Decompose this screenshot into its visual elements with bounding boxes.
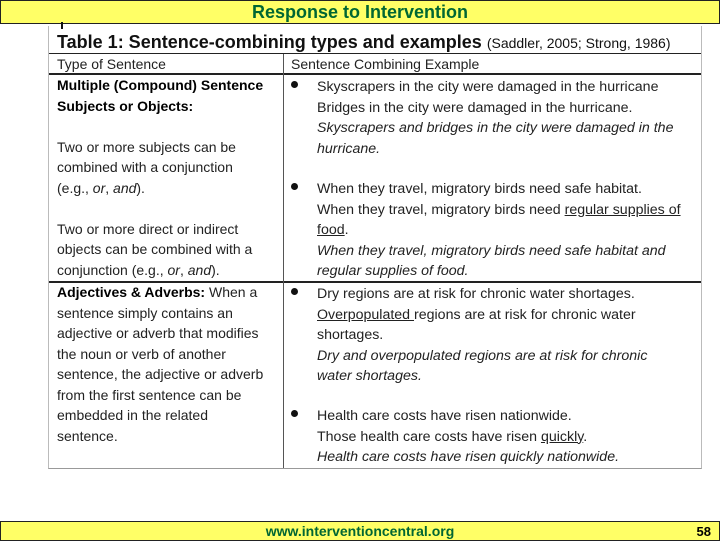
row1-heading-2: Subjects or Objects: <box>57 97 194 114</box>
combined-sentence-line: Skyscrapers and bridges in the city were damaged in the <box>317 120 674 136</box>
column-header-type: Type of Sentence <box>57 56 166 72</box>
row2-desc-line7: embedded in the related <box>57 407 208 423</box>
sentence-line: Health care costs have risen nationwide. <box>317 408 572 424</box>
slide-header <box>0 0 720 24</box>
table-title <box>57 32 671 53</box>
row2-desc-line3: adjective or adverb that modifies <box>57 325 259 341</box>
page-number: 58 <box>696 524 711 539</box>
sentence-line: Overpopulated regions are at risk for chronic water <box>317 306 636 323</box>
row2-desc-line5: sentence, the adjective or adverb <box>57 366 264 382</box>
row1-desc-b-line1: Two or more direct or indirect <box>57 220 239 237</box>
table-top-rule <box>49 53 701 54</box>
row1-desc-a-line2: combined with a conjunction <box>57 159 233 175</box>
combined-sentence-line: When they travel, migratory birds need safe habitat and <box>317 242 666 259</box>
sentence-line: Those health care costs have risen quickly. <box>317 428 588 445</box>
row1-heading-1: Multiple (Compound) Sentence <box>57 77 264 93</box>
row1-desc-a-line3: (e.g., or, and). <box>57 179 145 196</box>
row2-desc-line1: When a <box>208 284 258 300</box>
combined-sentence-line: Dry and overpopulated regions are at risk for chronic <box>317 347 648 364</box>
slide-footer <box>0 521 720 541</box>
sentence-line: Dry regions are at risk for chronic water shortages. <box>317 286 635 302</box>
column-header-example: Sentence Combining Example <box>291 56 480 72</box>
sentence-line: When they travel, migratory birds need regular supplies of <box>317 201 681 218</box>
row2-heading: Adjectives & Adverbs: <box>57 284 206 300</box>
sentence-line: Skyscrapers in the city were damaged in the hurricane <box>317 79 659 95</box>
combined-sentence-line: Health care costs have risen quickly nationwide. <box>317 449 620 465</box>
sentence-line: shortages. <box>317 327 384 343</box>
row1-desc-b-line2: objects can be combined with a <box>57 241 253 257</box>
bullet-icon <box>291 288 298 295</box>
sentence-line: When they travel, migratory birds need safe habitat. <box>317 181 642 197</box>
footer-url[interactable]: www.interventioncentral.org <box>265 523 455 539</box>
row2-desc-line4: the noun or verb of another <box>57 345 226 362</box>
bullet-icon <box>291 183 298 190</box>
sentence-line: food. <box>317 222 349 238</box>
row2-desc-line8: sentence. <box>57 427 118 444</box>
row2-desc-line2: sentence simply contains an <box>57 304 233 321</box>
slide-title: Response to Intervention <box>251 2 469 22</box>
table-citation: (Saddler, 2005; Strong, 1986) <box>486 35 671 51</box>
row2-type-cell <box>57 282 279 446</box>
document-scan <box>48 26 702 469</box>
combined-sentence-line: hurricane. <box>317 140 381 157</box>
row1-desc-a-line1: Two or more subjects can be <box>57 138 236 155</box>
column-divider <box>283 54 284 468</box>
sentence-line: Bridges in the city were damaged in the hurricane. <box>317 99 633 116</box>
combined-sentence-line: regular supplies of food. <box>317 263 469 279</box>
table-title-text: Table 1: Sentence-combining types and examples <box>57 32 482 52</box>
combined-sentence-line: water shortages. <box>317 368 422 384</box>
row1-type-cell <box>57 75 279 280</box>
bullet-icon <box>291 410 298 417</box>
row1-desc-b-line3: conjunction (e.g., or, and). <box>57 261 220 278</box>
row2-desc-line6: from the first sentence can be <box>57 386 242 403</box>
margin-mark <box>61 22 63 29</box>
bullet-icon <box>291 81 298 88</box>
